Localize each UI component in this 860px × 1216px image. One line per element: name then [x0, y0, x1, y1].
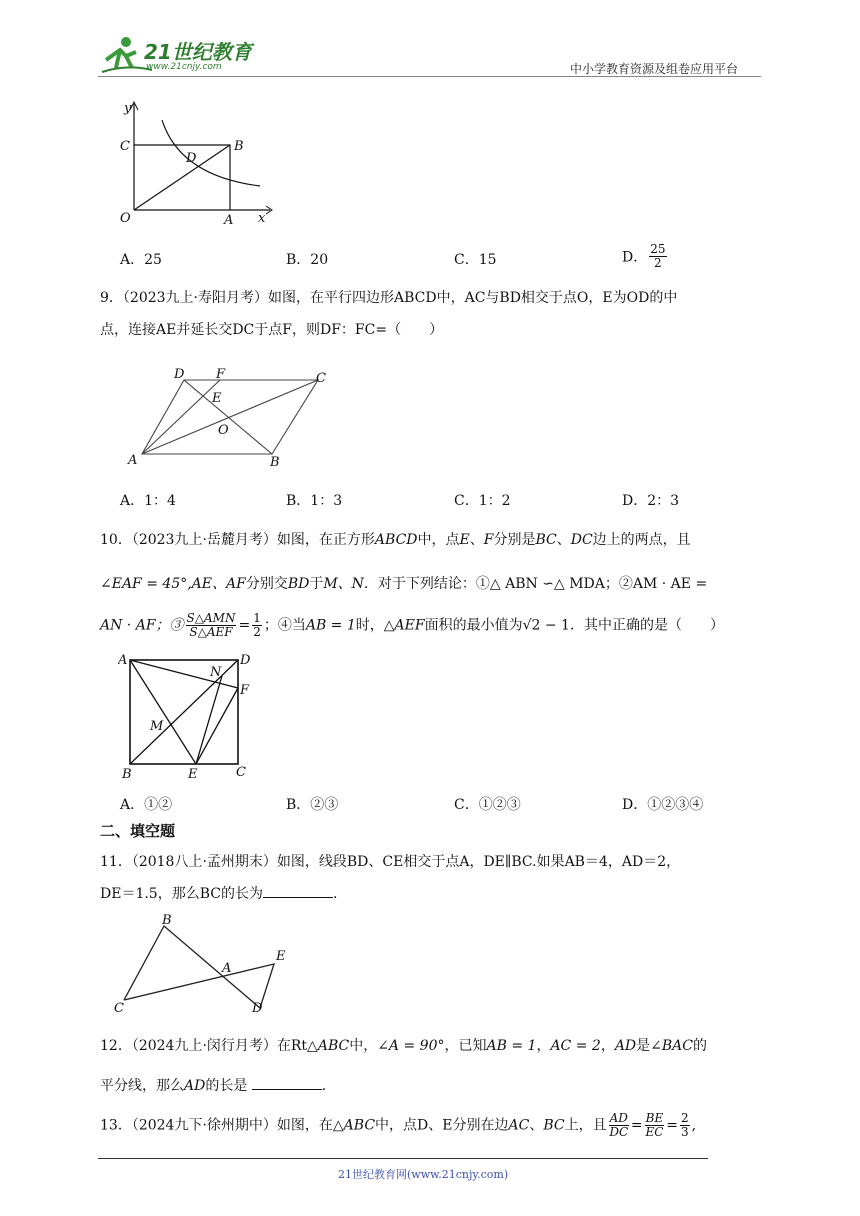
footer-divider — [98, 1158, 708, 1159]
label-a: A — [118, 653, 128, 668]
q11-figure — [112, 912, 292, 1016]
label-b: B — [162, 913, 172, 928]
label-a: A — [224, 213, 234, 228]
header-divider — [98, 76, 761, 77]
label-e: E — [188, 767, 198, 782]
q8-option-c: C．15 — [454, 252, 497, 268]
q9-line1: 9．（2023九上·寿阳月考）如图，在平行四边形ABCD中，AC与BD相交于点O，E为OD的中 — [100, 290, 678, 306]
q13-line1: 13．（2024九下·徐州期中）如图，在△ABC中，点D、E分别在边AC、BC上，且 $\frac{AD}{DC}$ = $\frac{BE}{EC}$ = $\frac{2}{3}$ , — [100, 1111, 697, 1139]
q10-line2: ∠EAF = 45°,AE、AF分别交BD于M、N．对于下列结论：①△ ABN ∽△ MDA；②AM · AE = — [100, 576, 708, 592]
label-d: D — [186, 151, 197, 166]
label-f: F — [216, 367, 226, 382]
label-b: B — [270, 455, 280, 468]
q8-option-d: D． $\frac{25}{2}$ — [622, 242, 666, 270]
q8-option-b: B．20 — [286, 252, 329, 268]
label-d: D — [240, 653, 251, 668]
q9-line2: 点，连接AE并延长交DC于点F，则DF：FC=（ ） — [100, 322, 444, 338]
q10-line1: 10．（2023九上·岳麓月考）如图，在正方形ABCD中，点E、F分别是BC、DC边上的两点，且 — [100, 532, 691, 548]
label-c: C — [236, 765, 246, 780]
q10-option-a: A．①② — [120, 797, 173, 813]
answer-blank — [252, 1075, 322, 1090]
q9-figure — [120, 364, 340, 468]
label-a: A — [222, 961, 232, 976]
q9-option-a: A．1：4 — [120, 493, 176, 509]
q12-line1: 12．（2024九上·闵行月考）在Rt△ABC中，∠A = 90°，已知AB = 1，AC = 2，AD是∠BAC的 — [100, 1038, 707, 1054]
q10-line3: AN · AF；③ $\frac{\text{S△AMN}}{\text{S△AEF}}$ = $\frac{1}{2}$ ；④当AB = 1时，△AEF面积的最小值为√2 − 1．其中正确的是（ ） — [100, 611, 724, 639]
label-n: N — [210, 665, 222, 680]
q12-line2: 平分线，那么AD的长是 . — [100, 1074, 326, 1098]
label-d: D — [174, 367, 185, 382]
answer-blank — [263, 883, 333, 898]
q10-option-d: D．①②③④ — [622, 797, 704, 813]
label-b: B — [234, 139, 244, 154]
q9-option-d: D．2：3 — [622, 493, 680, 509]
q10-figure — [118, 650, 258, 782]
platform-title: 中小学教育资源及组卷应用平台 — [570, 62, 739, 76]
label-e: E — [212, 391, 222, 406]
q9-option-b: B．1：3 — [286, 493, 343, 509]
q11-line2: DE＝1.5，那么BC的长为 . — [100, 882, 337, 906]
logo-url: www.21cnjy.com — [146, 62, 222, 72]
label-c: C — [114, 1001, 124, 1016]
q11-line1: 11．（2018八上·孟州期末）如图，线段BD、CE相交于点A，DE∥BC.如果AB＝4，AD＝2， — [100, 854, 681, 870]
label-c: C — [316, 371, 326, 386]
q8-option-a: A．25 — [120, 252, 162, 268]
label-e: E — [276, 949, 286, 964]
label-c: C — [120, 139, 130, 154]
label-f: F — [240, 683, 250, 698]
q9-option-c: C．1：2 — [454, 493, 511, 509]
logo-text: 21世纪教育 — [144, 40, 252, 64]
label-d: D — [252, 1001, 263, 1016]
section-title: 二、填空题 — [100, 822, 176, 840]
label-y: y — [124, 101, 132, 116]
label-a: A — [128, 453, 138, 468]
label-b: B — [122, 767, 132, 782]
label-o: O — [120, 211, 131, 226]
label-o: O — [218, 423, 229, 438]
footer-text: 21世纪教育网(www.21cnjy.com) — [338, 1168, 509, 1181]
q10-option-b: B．②③ — [286, 797, 339, 813]
label-x: x — [258, 211, 266, 226]
header-logo — [96, 34, 256, 76]
q8-figure — [110, 98, 280, 230]
label-m: M — [150, 719, 164, 734]
q10-option-c: C．①②③ — [454, 797, 521, 813]
